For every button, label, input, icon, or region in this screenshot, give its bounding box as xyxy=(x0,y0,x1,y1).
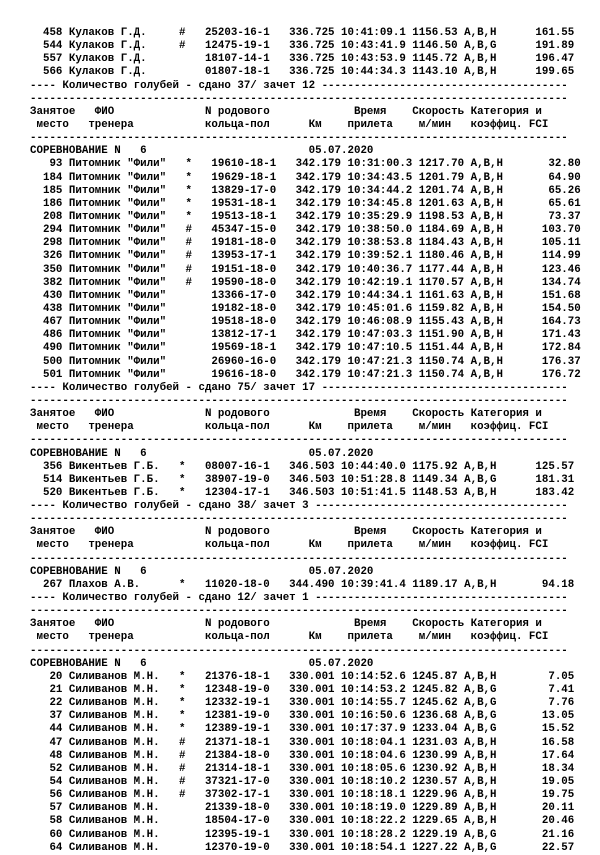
result-row: 490 Питомник "Фили" 19569-18-1 342.179 10:47:10.5 1151.44 A,B,H 172.84 xyxy=(30,342,581,355)
column-header: Занятое ФИО N родового Время Скорость Категория и xyxy=(30,526,542,539)
result-row: 458 Кулаков Г.Д. # 25203-16-1 336.725 10:41:09.1 1156.53 A,B,H 161.55 xyxy=(30,27,575,39)
result-row: 500 Питомник "Фили" 26960-16-0 342.179 10:47:21.3 1150.74 A,B,H 176.37 xyxy=(30,355,581,368)
result-row: 298 Питомник "Фили" # 19181-18-0 342.179 10:38:53.8 1184.43 A,B,H 105.11 xyxy=(30,237,581,250)
result-row: 382 Питомник "Фили" # 19590-18-0 342.179 10:42:19.1 1170.57 A,B,H 134.74 xyxy=(30,276,581,289)
result-row: 557 Кулаков Г.Д. 18107-14-1 336.725 10:43:53.9 1145.72 A,B,H 196.47 xyxy=(30,53,575,66)
result-row: 208 Питомник "Фили" * 19513-18-1 342.179 10:35:29.9 1198.53 A,B,H 73.37 xyxy=(30,210,581,223)
result-row: 438 Питомник "Фили" 19182-18-0 342.179 10:45:01.6 1159.82 A,B,H 154.50 xyxy=(30,302,581,315)
column-header: Занятое ФИО N родового Время Скорость Категория и xyxy=(30,408,542,421)
separator-line: ----------------------------------------------------------------------------------- xyxy=(30,132,568,145)
column-header: Занятое ФИО N родового Время Скорость Категория и xyxy=(30,618,542,631)
result-row: 486 Питомник "Фили" 13812-17-1 342.179 10:47:03.3 1151.90 A,B,H 171.43 xyxy=(30,329,581,342)
result-row: 185 Питомник "Фили" * 13829-17-0 342.179 10:34:44.2 1201.74 A,B,H 65.26 xyxy=(30,184,581,197)
column-header: место тренера кольца-пол Км прилета м/мин коэффиц. FCI xyxy=(30,118,549,131)
separator-line: ----------------------------------------------------------------------------------- xyxy=(30,434,568,447)
result-row: 47 Силиванов М.Н. # 21371-18-1 330.001 10:18:04.1 1231.03 A,B,H 16.58 xyxy=(30,736,575,749)
separator-line: ----------------------------------------------------------------------------------- xyxy=(30,605,568,618)
result-row: 267 Плахов А.В. * 11020-18-0 344.490 10:39:41.4 1189.17 A,B,H 94.18 xyxy=(30,578,575,591)
result-row: 186 Питомник "Фили" * 19531-18-1 342.179 10:34:45.8 1201.63 A,B,H 65.61 xyxy=(30,197,581,210)
summary-line: ---- Количество голубей - сдано 37/ зачет 12 -------------------------------------- xyxy=(30,79,568,92)
competition-heading: СОРЕВНОВАНИЕ N 6 05.07.2020 xyxy=(30,657,374,670)
result-row: 64 Силиванов М.Н. 12370-19-0 330.001 10:18:54.1 1227.22 A,B,G 22.57 xyxy=(30,841,575,854)
competition-heading: СОРЕВНОВАНИЕ N 6 05.07.2020 xyxy=(30,145,374,158)
result-row: 294 Питомник "Фили" # 45347-15-0 342.179 10:38:50.0 1184.69 A,B,H 103.70 xyxy=(30,224,581,237)
result-row: 184 Питомник "Фили" * 19629-18-1 342.179 10:34:43.5 1201.79 A,B,H 64.90 xyxy=(30,171,581,184)
result-row: 56 Силиванов М.Н. # 37302-17-1 330.001 10:18:18.1 1229.96 A,B,H 19.75 xyxy=(30,789,575,802)
result-row: 356 Викентьев Г.Б. * 08007-16-1 346.503 10:44:40.0 1175.92 A,B,H 125.57 xyxy=(30,460,575,473)
result-row: 501 Питомник "Фили" 19616-18-0 342.179 10:47:21.3 1150.74 A,B,H 176.72 xyxy=(30,368,581,381)
result-row: 514 Викентьев Г.Б. * 38907-19-0 346.503 10:51:28.8 1149.34 A,B,G 181.31 xyxy=(30,473,575,486)
result-row: 566 Кулаков Г.Д. 01807-18-1 336.725 10:44:34.3 1143.10 A,B,H 199.65 xyxy=(30,66,575,79)
result-row: 52 Силиванов М.Н. # 21314-18-1 330.001 10:18:05.6 1230.92 A,B,H 18.34 xyxy=(30,762,575,775)
separator-line: ----------------------------------------------------------------------------------- xyxy=(30,644,568,657)
column-header: место тренера кольца-пол Км прилета м/мин коэффиц. FCI xyxy=(30,539,549,552)
result-row: 93 Питомник "Фили" * 19610-18-1 342.179 10:31:00.3 1217.70 A,B,H 32.80 xyxy=(30,158,581,171)
result-row: 37 Силиванов М.Н. * 12381-19-0 330.001 10:16:50.6 1236.68 A,B,G 13.05 xyxy=(30,710,575,723)
race-results-printout xyxy=(30,27,600,855)
result-row: 58 Силиванов М.Н. 18504-17-0 330.001 10:18:22.2 1229.65 A,B,H 20.46 xyxy=(30,815,575,828)
separator-line: ----------------------------------------------------------------------------------- xyxy=(30,394,568,407)
summary-line: ---- Количество голубей - сдано 75/ зачет 17 -------------------------------------- xyxy=(30,381,568,394)
result-row: 22 Силиванов М.Н. * 12332-19-1 330.001 10:14:55.7 1245.62 A,B,G 7.76 xyxy=(30,697,575,710)
result-row: 44 Силиванов М.Н. * 12389-19-1 330.001 10:17:37.9 1233.04 A,B,G 15.52 xyxy=(30,723,575,736)
separator-line: ----------------------------------------------------------------------------------- xyxy=(30,513,568,526)
result-row: 430 Питомник "Фили" 13366-17-0 342.179 10:44:34.1 1161.63 A,B,H 151.68 xyxy=(30,289,581,302)
competition-heading: СОРЕВНОВАНИЕ N 6 05.07.2020 xyxy=(30,565,374,578)
result-row: 520 Викентьев Г.Б. * 12304-17-1 346.503 10:51:41.5 1148.53 A,B,H 183.42 xyxy=(30,486,575,499)
competition-heading: СОРЕВНОВАНИЕ N 6 05.07.2020 xyxy=(30,447,374,460)
column-header: место тренера кольца-пол Км прилета м/мин коэффиц. FCI xyxy=(30,421,549,434)
summary-line: ---- Количество голубей - сдано 12/ зачет 1 --------------------------------------- xyxy=(30,592,568,605)
separator-line: ----------------------------------------------------------------------------------- xyxy=(30,92,568,105)
result-row: 467 Питомник "Фили" 19518-18-0 342.179 10:46:08.9 1155.43 A,B,H 164.73 xyxy=(30,316,581,329)
summary-line: ---- Количество голубей - сдано 38/ зачет 3 --------------------------------------- xyxy=(30,500,568,513)
result-row: 48 Силиванов М.Н. # 21384-18-0 330.001 10:18:04.6 1230.99 A,B,H 17.64 xyxy=(30,749,575,762)
result-row: 21 Силиванов М.Н. * 12348-19-0 330.001 10:14:53.2 1245.82 A,B,G 7.41 xyxy=(30,684,575,697)
result-row: 54 Силиванов М.Н. # 37321-17-0 330.001 10:18:10.2 1230.57 A,B,H 19.05 xyxy=(30,776,575,789)
column-header: место тренера кольца-пол Км прилета м/мин коэффиц. FCI xyxy=(30,631,549,644)
column-header: Занятое ФИО N родового Время Скорость Категория и xyxy=(30,105,542,118)
result-row: 326 Питомник "Фили" # 13953-17-1 342.179 10:39:52.1 1180.46 A,B,H 114.99 xyxy=(30,250,581,263)
result-row: 20 Силиванов М.Н. * 21376-18-1 330.001 10:14:52.6 1245.87 A,B,H 7.05 xyxy=(30,670,575,683)
result-row: 350 Питомник "Фили" # 19151-18-0 342.179 10:40:36.7 1177.44 A,B,H 123.46 xyxy=(30,263,581,276)
separator-line: ----------------------------------------------------------------------------------- xyxy=(30,552,568,565)
result-row: 544 Кулаков Г.Д. # 12475-19-1 336.725 10:43:41.9 1146.50 A,B,G 191.89 xyxy=(30,40,575,53)
result-row: 57 Силиванов М.Н. 21339-18-0 330.001 10:18:19.0 1229.89 A,B,H 20.11 xyxy=(30,802,575,815)
result-row: 60 Силиванов М.Н. 12395-19-1 330.001 10:18:28.2 1229.19 A,B,G 21.16 xyxy=(30,828,575,841)
